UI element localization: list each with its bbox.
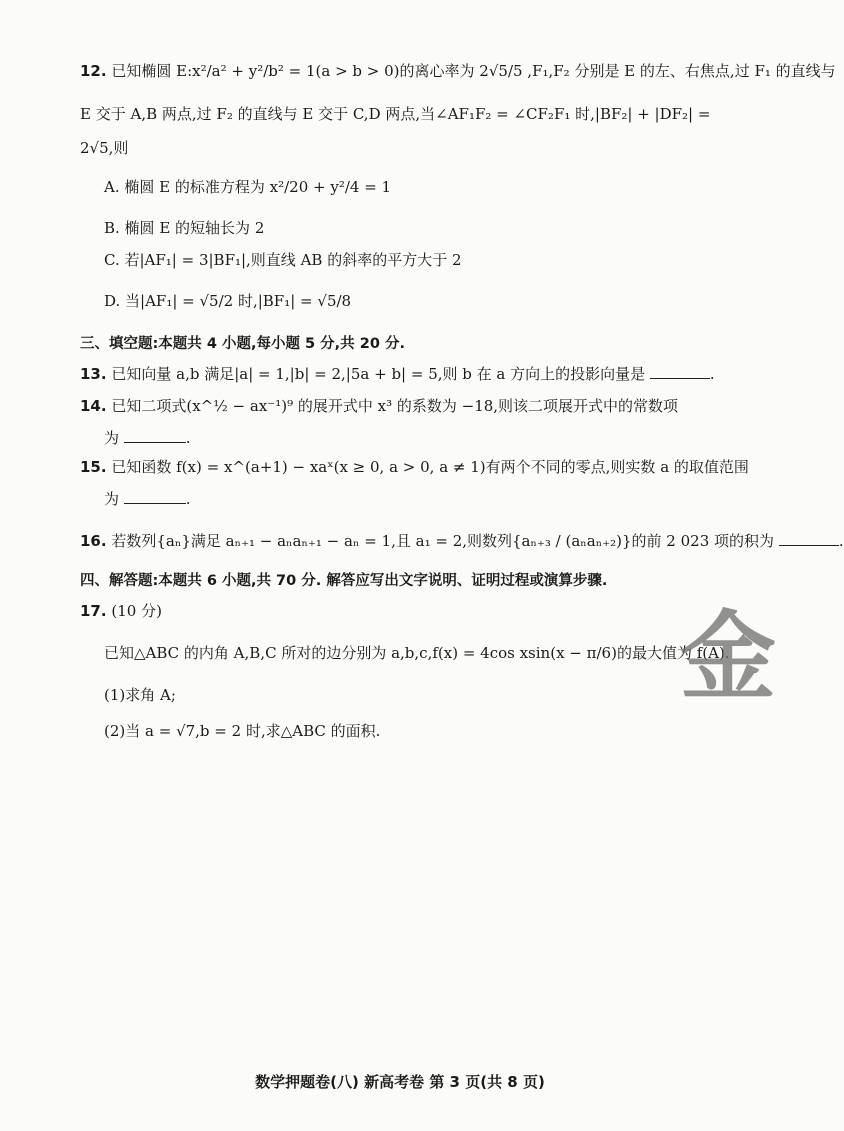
q14-stem-line2: 为	[104, 429, 120, 447]
watermark-logo	[680, 600, 800, 715]
q14-line1	[80, 395, 678, 417]
q12-stem-line1: 已知椭圆 E:x²/a² + y²/b² = 1(a > b > 0)的离心率为 2√5/5 ,F₁,F₂ 分别是 E 的左、右焦点,过 F₁ 的直线与	[111, 62, 836, 80]
q15-period: .	[185, 490, 191, 508]
q12-line3: 2√5,则	[80, 139, 129, 157]
q14-number: 14.	[80, 397, 107, 415]
q12-option-b: B. 椭圆 E 的短轴长为 2	[104, 219, 265, 237]
q12-option-a: A. 椭圆 E 的标准方程为 x²/20 + y²/4 = 1	[104, 178, 392, 196]
q13-number: 13.	[80, 365, 107, 383]
section-4-heading: 四、解答题:本题共 6 小题,共 70 分. 解答应写出文字说明、证明过程或演算步骤.	[80, 573, 608, 589]
q12-line2: E 交于 A,B 两点,过 F₂ 的直线与 E 交于 C,D 两点,当∠AF₁F₂ = ∠CF₂F₁ 时,|BF₂| + |DF₂| =	[80, 105, 711, 123]
q15-answer-blank[interactable]	[124, 488, 186, 504]
q15-line2	[104, 488, 191, 510]
q13-line	[80, 363, 715, 385]
q17-part2: (2)当 a = √7,b = 2 时,求△ABC 的面积.	[104, 722, 381, 740]
q13-answer-blank[interactable]	[650, 363, 710, 379]
q17-part1: (1)求角 A;	[104, 686, 176, 704]
q14-answer-blank[interactable]	[124, 427, 186, 443]
q13-stem: 已知向量 a,b 满足|a| = 1,|b| = 2,|5a + b| = 5,则 b 在 a 方向上的投影向量是	[111, 365, 646, 383]
q16-period: .	[838, 532, 844, 550]
q13-period: .	[709, 365, 715, 383]
q12-option-c: C. 若|AF₁| = 3|BF₁|,则直线 AB 的斜率的平方大于 2	[104, 251, 462, 269]
q16-answer-blank[interactable]	[779, 530, 839, 546]
q15-stem-line1: 已知函数 f(x) = x^(a+1) − xaˣ(x ≥ 0, a > 0, a ≠ 1)有两个不同的零点,则实数 a 的取值范围	[111, 458, 749, 476]
q12-line1	[80, 60, 836, 82]
q16-line	[80, 530, 844, 552]
q14-line2	[104, 427, 191, 449]
q14-period: .	[185, 429, 191, 447]
q15-stem-line2: 为	[104, 490, 120, 508]
q17-header	[80, 600, 162, 622]
q17-score: (10 分)	[111, 602, 162, 620]
page-footer: 数学押题卷(八) 新高考卷 第 3 页(共 8 页)	[255, 1073, 545, 1091]
q15-line1	[80, 456, 749, 478]
section-3-heading: 三、填空题:本题共 4 小题,每小题 5 分,共 20 分.	[80, 336, 405, 352]
q12-option-d: D. 当|AF₁| = √5/2 时,|BF₁| = √5/8	[104, 292, 352, 310]
q14-stem-line1: 已知二项式(x^½ − ax⁻¹)⁹ 的展开式中 x³ 的系数为 −18,则该二项展开式中的常数项	[111, 397, 679, 415]
q17-stem: 已知△ABC 的内角 A,B,C 所对的边分别为 a,b,c,f(x) = 4cos xsin(x − π/6)的最大值为 f(A).	[104, 644, 730, 662]
q12-number: 12.	[80, 62, 107, 80]
q16-number: 16.	[80, 532, 107, 550]
svg-text:金: 金	[680, 601, 776, 713]
q16-stem: 若数列{aₙ}满足 aₙ₊₁ − aₙaₙ₊₁ − aₙ = 1,且 a₁ = 2,则数列{aₙ₊₃ / (aₙaₙ₊₂)}的前 2 023 项的积为	[111, 532, 775, 550]
q15-number: 15.	[80, 458, 107, 476]
q17-number: 17.	[80, 602, 107, 620]
